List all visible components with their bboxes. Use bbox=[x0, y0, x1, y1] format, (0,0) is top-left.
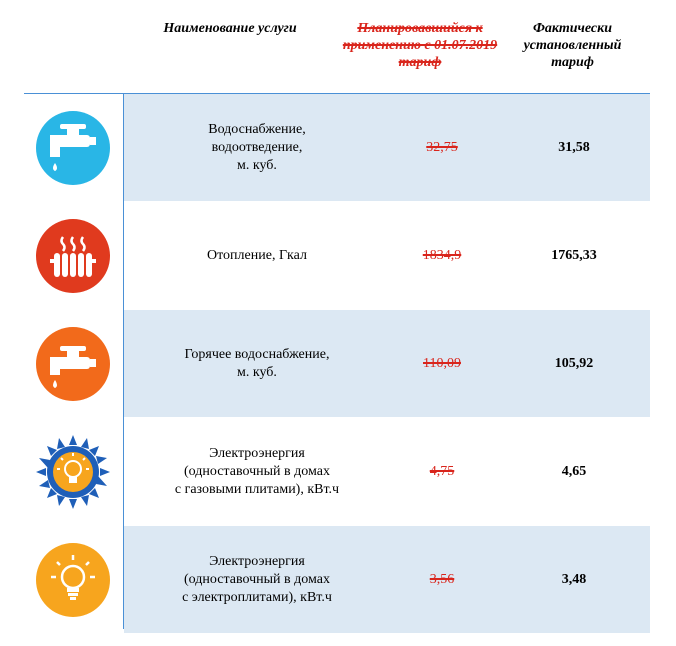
gas-flame-bulb-icon bbox=[36, 435, 110, 509]
light-bulb-icon bbox=[36, 543, 110, 617]
column-divider bbox=[123, 93, 124, 629]
icon-cell bbox=[24, 202, 123, 309]
service-name: Отопление, Гкал bbox=[207, 247, 307, 263]
service-name: Электроэнергия (одноставочный в домах с газовыми плитами), кВт.ч bbox=[174, 445, 340, 497]
actual-tariff: 31,58 bbox=[558, 139, 590, 155]
icon-cell bbox=[24, 310, 123, 417]
radiator-icon bbox=[36, 219, 110, 293]
planned-tariff: 4,75 bbox=[429, 463, 455, 479]
icon-cell bbox=[24, 526, 123, 633]
actual-tariff: 3,48 bbox=[561, 571, 587, 587]
planned-tariff: 1834,9 bbox=[422, 247, 462, 263]
planned-tariff: 110,09 bbox=[423, 355, 461, 371]
header-planned-tariff: Планировавшийся к применению с 01.07.2019 тариф bbox=[342, 21, 498, 70]
actual-tariff: 4,65 bbox=[561, 463, 587, 479]
icon-cell bbox=[24, 94, 123, 201]
table-row bbox=[124, 526, 650, 633]
table-row bbox=[124, 202, 650, 309]
actual-tariff: 105,92 bbox=[554, 355, 594, 371]
planned-tariff: 32,75 bbox=[426, 139, 458, 155]
hot-water-tap-icon bbox=[36, 327, 110, 401]
water-tap-icon bbox=[36, 111, 110, 185]
service-name: Горячее водоснабжение, м. куб. bbox=[184, 346, 330, 380]
table-row bbox=[124, 418, 650, 525]
service-name: Электроэнергия (одноставочный в домах с электроплитами), кВт.ч bbox=[182, 553, 332, 605]
table-row bbox=[124, 94, 650, 201]
table-header bbox=[0, 0, 676, 92]
planned-tariff: 3,56 bbox=[429, 571, 455, 587]
icon-cell bbox=[24, 418, 123, 525]
actual-tariff: 1765,33 bbox=[551, 247, 597, 263]
header-service-name: Наименование услуги bbox=[163, 21, 297, 36]
header-actual-tariff: Фактически установленный тариф bbox=[523, 21, 622, 70]
service-name: Водоснабжение, водоотведение, м. куб. bbox=[208, 121, 306, 173]
table-row bbox=[124, 310, 650, 417]
